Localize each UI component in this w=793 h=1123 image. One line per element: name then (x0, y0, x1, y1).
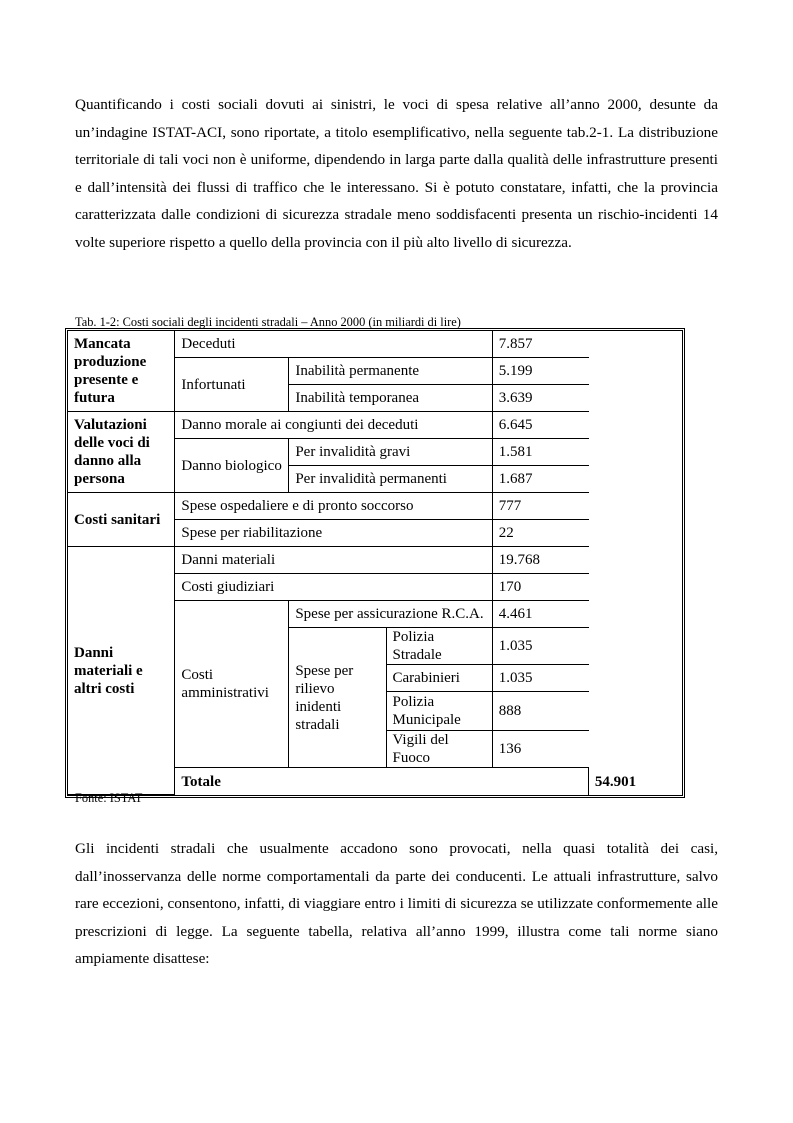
item-spese-ospedaliere: Spese ospedaliere e di pronto soccorso (175, 493, 492, 520)
item-invalidita-gravi: Per invalidità gravi (289, 439, 492, 466)
intro-paragraph: Quantificando i costi sociali dovuti ai sinistri, le voci di spesa relative all’anno 2000, desunte da un’indagine ISTAT-ACI, sono riportate, a titolo esemplificativo, nella seguente tab.2-1. La distribuzione territoriale di tali voci non è uniforme, dipendendo in larga parte dalla qualità delle infrastrutture presenti e dall’intensità dei flussi di traffico che le interessano. Si è potuto constatare, infatti, che la provincia caratterizzata dalle condizioni di sicurezza stradale meno soddisfacenti presenta un rischio-incidenti 14 volte superiore rispetto a quello della provincia con il più alto livello di sicurezza. (75, 96, 718, 251)
table-row (68, 331, 682, 358)
value-inabilita-temporanea: 3.639 (493, 385, 589, 412)
item-danno-morale: Danno morale ai congiunti dei deceduti (175, 412, 492, 439)
value-polizia-stradale: 1.035 (493, 628, 589, 665)
table-row (68, 412, 682, 439)
table-source: Fonte: ISTAT (75, 791, 143, 805)
total-value: 54.901 (594, 773, 637, 790)
value-danni-materiali: 19.768 (493, 547, 589, 574)
category-health: Costi sanitari (68, 493, 175, 547)
item-spese-rilievo: Spese per rilievo inidenti stradali (289, 628, 386, 768)
item-polizia-stradale: Polizia Stradale (387, 628, 493, 665)
item-inabilita-temporanea: Inabilità temporanea (289, 385, 492, 412)
category-production: Mancata produzione presente e futura (68, 331, 175, 412)
value-polizia-municipale: 888 (493, 692, 589, 731)
value-vigili-fuoco: 136 (493, 731, 589, 768)
value-spese-riabilitazione: 22 (493, 520, 589, 547)
item-danno-biologico: Danno biologico (175, 439, 289, 493)
item-polizia-municipale: Polizia Municipale (387, 692, 493, 731)
item-carabinieri: Carabinieri (387, 665, 493, 692)
value-deceduti: 7.857 (493, 331, 589, 358)
second-paragraph: Gli incidenti stradali che usualmente accadono sono provocati, nella quasi totalità dei casi, dall’inosservanza delle norme comportamentali da parte dei conducenti. Le attuali infrastrutture, salvo rare eccezioni, consentono, infatti, di viaggiare entro i limiti di sicurezza se utilizzate conformemente alle prescrizioni di legge. La seguente tabella, relativa all’anno 1999, illustra come tali norme siano ampiamente disattese: (75, 840, 718, 968)
table-row (68, 547, 682, 574)
item-vigili-fuoco: Vigili del Fuoco (387, 731, 493, 768)
item-assicurazione: Spese per assicurazione R.C.A. (289, 601, 492, 628)
item-inabilita-permanente: Inabilità permanente (289, 358, 492, 385)
social-costs-table (67, 330, 683, 796)
value-assicurazione: 4.461 (493, 601, 589, 628)
category-material: Danni materiali e altri costi (68, 547, 175, 795)
value-invalidita-permanenti: 1.687 (493, 466, 589, 493)
value-invalidita-gravi: 1.581 (493, 439, 589, 466)
value-spese-ospedaliere: 777 (493, 493, 589, 520)
table-caption: Tab. 1-2: Costi sociali degli incidenti stradali – Anno 2000 (in miliardi di lire) (75, 315, 461, 329)
item-spese-riabilitazione: Spese per riabilitazione (175, 520, 492, 547)
total-label: Totale (175, 768, 588, 795)
category-valuation: Valutazioni delle voci di danno alla persona (68, 412, 175, 493)
item-costi-giudiziari: Costi giudiziari (175, 574, 492, 601)
value-danno-morale: 6.645 (493, 412, 589, 439)
item-costi-amministrativi: Costi amministrativi (175, 601, 289, 768)
item-danni-materiali: Danni materiali (175, 547, 492, 574)
item-invalidita-permanenti: Per invalidità permanenti (289, 466, 492, 493)
item-deceduti: Deceduti (175, 331, 492, 358)
value-carabinieri: 1.035 (493, 665, 589, 692)
item-infortunati: Infortunati (175, 358, 289, 412)
value-inabilita-permanente: 5.199 (493, 358, 589, 385)
value-costi-giudiziari: 170 (493, 574, 589, 601)
table-row (68, 493, 682, 520)
